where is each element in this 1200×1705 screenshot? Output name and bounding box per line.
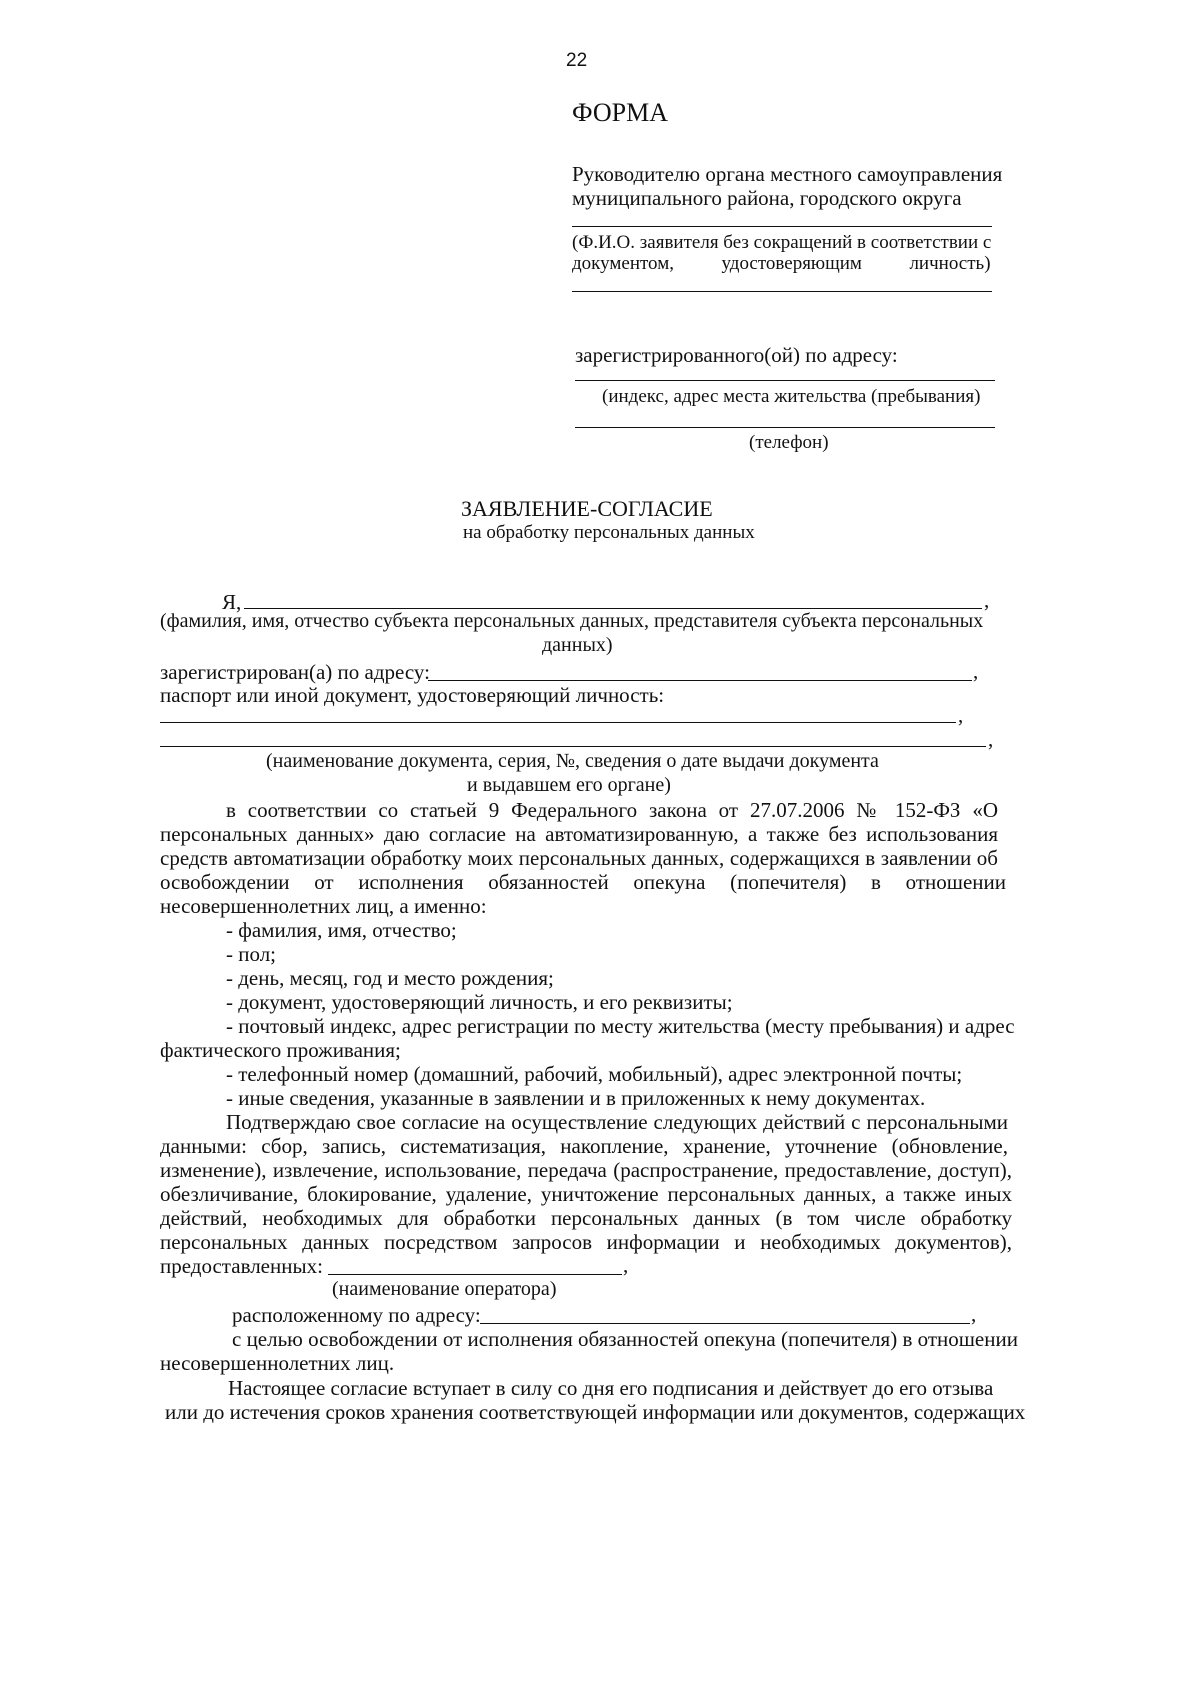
actions-line-6: персональных данных посредством запросов информации и необходимых документов),	[160, 1230, 1012, 1254]
page-number: 22	[566, 50, 588, 71]
validity-line-2: или до истечения сроков хранения соответствующей информации или документов, содержащих	[165, 1400, 1026, 1424]
operator-hint: (наименование оператора)	[332, 1278, 557, 1300]
passport-line-1	[160, 722, 956, 723]
consent-line-4: освобождении от исполнения обязанностей опекуна (попечителя) в отношении	[160, 870, 1006, 894]
fio-hint-line-2: документом, удостоверяющим личность)	[572, 253, 991, 274]
address-hint: (индекс, адрес места жительства (пребывания)	[602, 386, 981, 407]
registered-comma: ,	[973, 659, 979, 683]
operator-address-comma: ,	[971, 1302, 977, 1326]
fullname-line	[244, 608, 982, 609]
list-item: - документ, удостоверяющий личность, и его реквизиты;	[226, 990, 733, 1014]
passport-line-2	[160, 746, 986, 747]
addressee-line-1: Руководителю органа местного самоуправления	[572, 162, 1003, 186]
phone-hint: (телефон)	[749, 432, 829, 453]
purpose-line-1: с целью освобождении от исполнения обязанностей опекуна (попечителя) в отношении	[232, 1327, 1018, 1351]
located-label: расположенному по адресу:	[232, 1303, 481, 1327]
registered-label: зарегистрирован(а) по адресу:	[160, 660, 430, 684]
actions-line-5: действий, необходимых для обработки персональных данных (в том числе обработку	[160, 1206, 1012, 1230]
list-item-continuation: фактического проживания;	[160, 1038, 401, 1062]
list-item: - пол;	[226, 942, 277, 966]
passport-label: паспорт или иной документ, удостоверяющий личность:	[160, 683, 665, 707]
registered-address-line	[428, 680, 972, 681]
list-item: - иные сведения, указанные в заявлении и в приложенных к нему документах.	[226, 1086, 926, 1110]
document-hint-line-1: (наименование документа, серия, №, сведения о дате выдачи документа	[266, 750, 879, 772]
consent-line-1: в соответствии со статьей 9 Федерального закона от 27.07.2006 № 152-ФЗ «О	[226, 798, 998, 822]
fio-line	[572, 226, 992, 227]
validity-line-1: Настоящее согласие вступает в силу со дня его подписания и действует до его отзыва	[228, 1376, 994, 1400]
operator-line	[328, 1274, 622, 1275]
actions-line-1: Подтверждаю свое согласие на осуществление следующих действий с персональными	[226, 1110, 1008, 1134]
list-item: - день, месяц, год и место рождения;	[226, 966, 554, 990]
phone-line	[575, 427, 995, 428]
consent-line-2: персональных данных» даю согласие на автоматизированную, а также без использования	[160, 822, 998, 846]
document-title: ЗАЯВЛЕНИЕ-СОГЛАСИЕ	[461, 496, 713, 521]
consent-line-5: несовершеннолетних лиц, а именно:	[160, 894, 487, 918]
subject-hint-line-1: (фамилия, имя, отчество субъекта персональных данных, представителя субъекта персональных	[160, 610, 984, 632]
subject-hint-line-2: данных)	[542, 634, 613, 656]
passport-comma-1: ,	[958, 703, 964, 727]
list-item: - почтовый индекс, адрес регистрации по месту жительства (месту пребывания) и адрес	[226, 1014, 1015, 1038]
passport-comma-2: ,	[988, 727, 994, 751]
consent-line-3: средств автоматизации обработку моих персональных данных, содержащихся в заявлении об	[160, 846, 998, 870]
document-hint-line-2: и выдавшем его органе)	[467, 774, 671, 796]
form-label: ФОРМА	[572, 98, 668, 127]
list-item: - фамилия, имя, отчество;	[226, 918, 457, 942]
addressee-line-2: муниципального района, городского округа	[572, 186, 962, 210]
actions-line-4: обезличивание, блокирование, удаление, уничтожение персональных данных, а также иных	[160, 1182, 1012, 1206]
registered-address-label: зарегистрированного(ой) по адресу:	[575, 343, 898, 367]
operator-comma: ,	[623, 1253, 629, 1277]
ya-label: Я,	[222, 590, 242, 614]
document-subtitle: на обработку персональных данных	[463, 522, 755, 543]
address-line	[575, 380, 995, 381]
list-item: - телефонный номер (домашний, рабочий, мобильный), адрес электронной почты;	[226, 1062, 963, 1086]
purpose-line-2: несовершеннолетних лиц.	[160, 1351, 395, 1375]
fio-hint-line-1: (Ф.И.О. заявителя без сокращений в соответствии с	[572, 232, 992, 253]
fio-line-2	[572, 291, 992, 292]
actions-line-2: данными: сбор, запись, систематизация, накопление, хранение, уточнение (обновление,	[160, 1134, 1008, 1158]
operator-address-line	[480, 1323, 970, 1324]
fullname-comma: ,	[984, 588, 990, 612]
provided-label: предоставленных:	[160, 1254, 323, 1278]
actions-line-3: изменение), извлечение, использование, передача (распространение, предоставление, доступ),	[160, 1158, 1012, 1182]
